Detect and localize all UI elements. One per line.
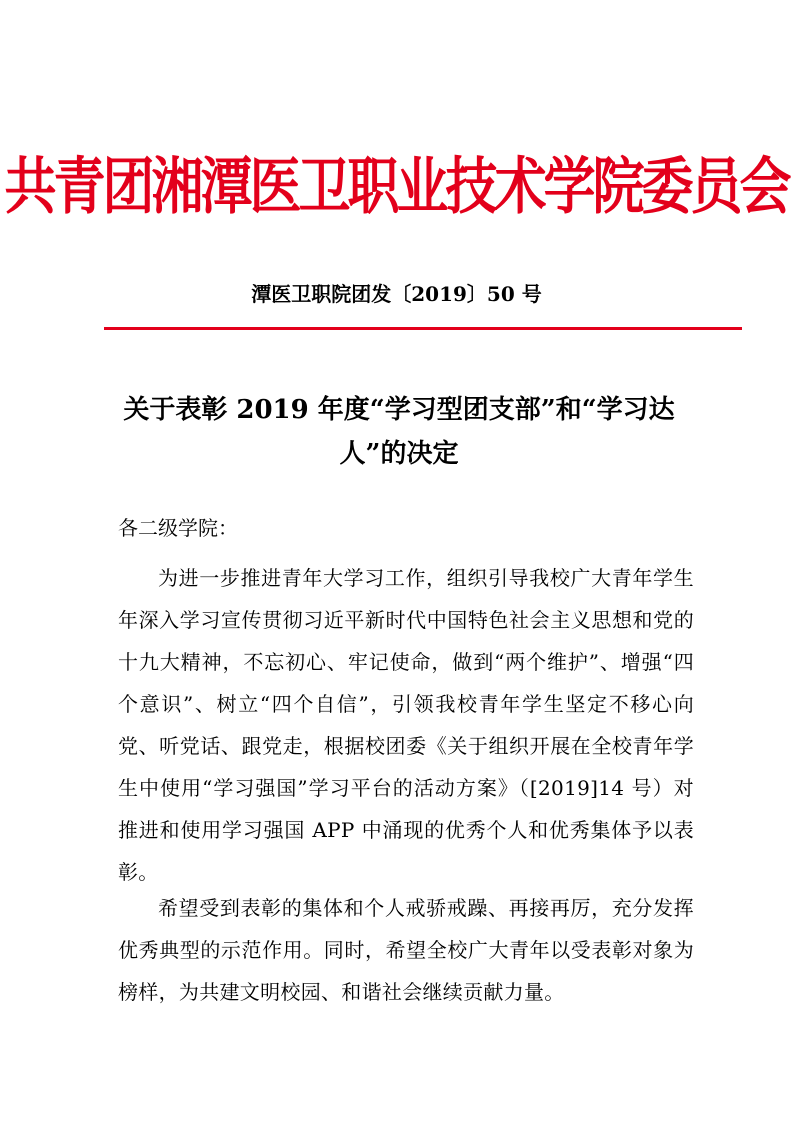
body-paragraph: 希望受到表彰的集体和个人戒骄戒躁、再接再厉，充分发挥优秀典型的示范作用。同时，希望全校广大青年以受表彰对象为榜样，为共建文明校园、和谐社会继续贡献力量。 xyxy=(118,896,694,1004)
red-divider xyxy=(104,327,742,330)
document-number: 潭医卫职院团发〔2019〕50 号 xyxy=(251,282,542,306)
salutation: 各二级学院： xyxy=(118,516,238,540)
organization-header: 共青团湘潭医卫职业技术学院委员会 xyxy=(4,151,789,223)
document-title: 关于表彰 2019 年度“学习型团支部”和“学习达人”的决定 xyxy=(123,395,675,469)
body-paragraph: 为进一步推进青年大学习工作，组织引导我校广大青年学生年深入学习宣传贯彻习近平新时代中国特色社会主义思想和党的十九大精神，不忘初心、牢记使命，做到“两个维护”、增强“四个意识”、树立“四个自信”，引领我校青年学生坚定不移心向党、听党话、跟党走，根据校团委《关于组织开展在全校青年学生中使用“学习强国”学习平台的活动方案》（[2019]14 号）对推进和使用学习强国 APP 中涌现的优秀个人和优秀集体予以表彰。 xyxy=(118,566,694,884)
